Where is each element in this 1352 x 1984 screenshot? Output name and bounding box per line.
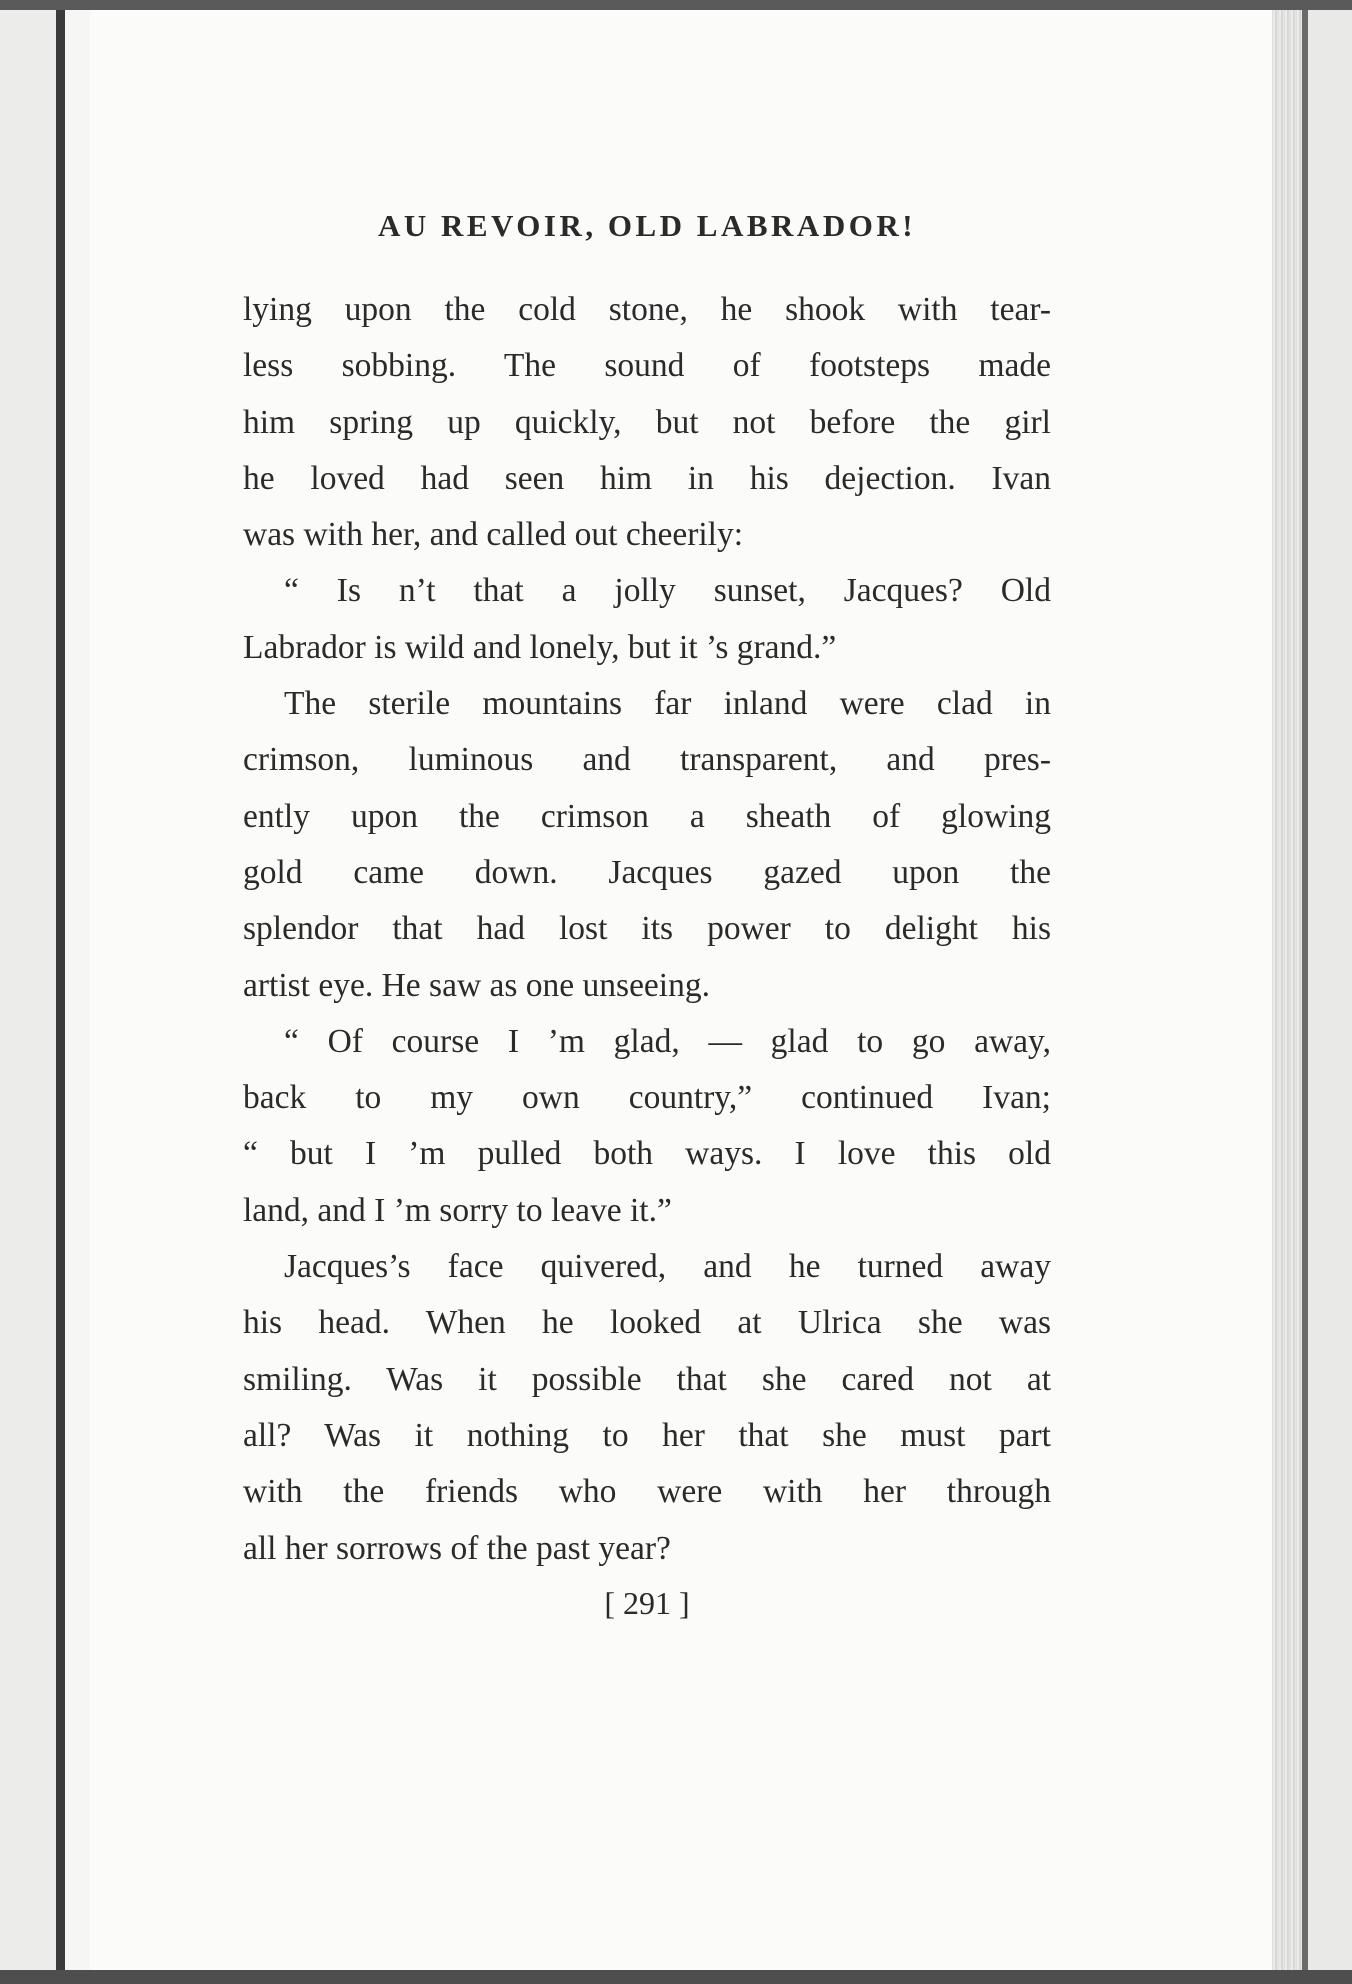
text-line: Jacques’s face quivered, and he turned away: [284, 1248, 1051, 1286]
text-line: land, and I ’m sorry to leave it.”: [243, 1191, 672, 1229]
scan-top-border: [0, 0, 1352, 10]
text-line: he loved had seen him in his dejection. Ivan: [243, 459, 1051, 497]
scan-right-margin: [1302, 0, 1352, 1984]
text-line: “ Is n’t that a jolly sunset, Jacques? Old: [284, 572, 1051, 610]
text-line: ently upon the crimson a sheath of glowing: [243, 797, 1051, 835]
text-line: him spring up quickly, but not before the girl: [243, 403, 1051, 441]
text-line: all? Was it nothing to her that she must part: [243, 1416, 1051, 1454]
scan-bottom-border: [0, 1970, 1352, 1984]
text-line: gold came down. Jacques gazed upon the: [243, 853, 1051, 891]
text-line: back to my own country,” continued Ivan;: [243, 1079, 1051, 1117]
book-cover-edge: [1302, 0, 1308, 1984]
book-spine-shadow: [56, 0, 65, 1984]
page-stack-edge: [1272, 10, 1302, 1970]
text-line: his head. When he looked at Ulrica she was: [243, 1304, 1051, 1342]
text-line: with the friends who were with her through: [243, 1473, 1051, 1511]
page-number: [ 291 ]: [604, 1585, 690, 1621]
text-line: less sobbing. The sound of footsteps made: [243, 347, 1051, 385]
text-line: “ Of course I ’m glad, — glad to go away,: [284, 1022, 1051, 1060]
text-line: smiling. Was it possible that she cared not at: [243, 1360, 1051, 1398]
body-text: [243, 282, 1051, 1577]
text-line: The sterile mountains far inland were clad in: [284, 685, 1051, 723]
text-line: lying upon the cold stone, he shook with tear-: [243, 291, 1051, 328]
text-line: crimson, luminous and transparent, and pres-: [243, 741, 1051, 779]
text-line: Labrador is wild and lonely, but it ’s grand.”: [243, 628, 837, 666]
text-line: was with her, and called out cheerily:: [243, 516, 744, 554]
text-line: splendor that had lost its power to delight his: [243, 910, 1051, 948]
text-line: “ but I ’m pulled both ways. I love this old: [243, 1135, 1051, 1173]
text-line: artist eye. He saw as one unseeing.: [243, 966, 710, 1004]
scan-left-margin: [0, 0, 62, 1984]
running-head: AU REVOIR, OLD LABRADOR!: [377, 208, 917, 243]
text-line: all her sorrows of the past year?: [243, 1529, 671, 1567]
